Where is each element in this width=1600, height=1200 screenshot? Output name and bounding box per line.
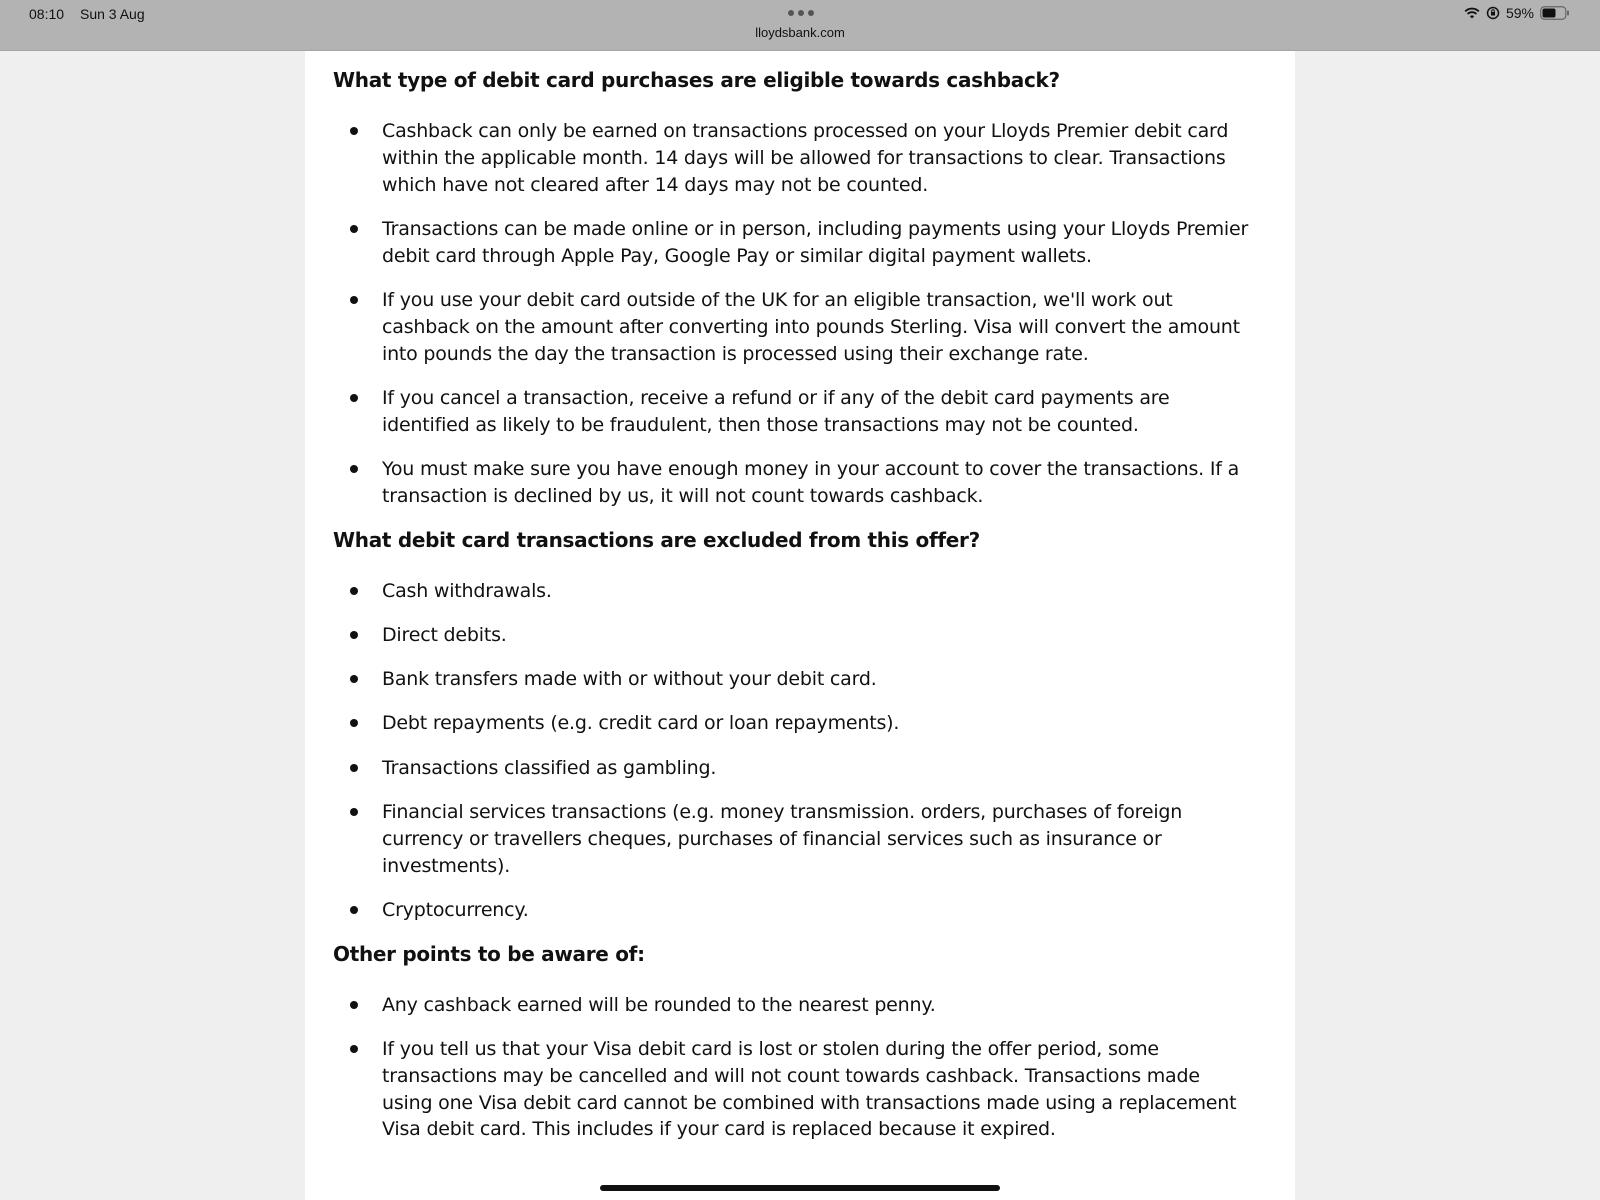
bullet-icon: [350, 631, 358, 639]
list-item: [333, 799, 1253, 879]
status-date: Sun 3 Aug: [80, 6, 145, 22]
excluded-list: [333, 578, 1253, 924]
section-heading-eligible: What type of debit card purchases are eligible towards cashback?: [333, 68, 1060, 92]
list-item: [333, 456, 1253, 510]
rotation-lock-icon: [1486, 6, 1500, 20]
bullet-icon: [350, 465, 358, 473]
list-item: [333, 710, 1253, 737]
bullet-icon: [350, 587, 358, 595]
list-item-text: If you tell us that your Visa debit card is lost or stolen during the offer period, some transactions may be cancelled and will not count towards cashback. Transactions made using one Visa debit card cannot be combined with transactions made using a replacement Visa debit card. This includes if your card is replaced because it expired.: [382, 1038, 1237, 1141]
list-item: [333, 992, 1253, 1019]
list-item: [333, 287, 1253, 367]
address-bar-url[interactable]: lloydsbank.com: [755, 25, 845, 40]
list-item-text: If you use your debit card outside of the UK for an eligible transaction, we'll work out cashback on the amount after converting into pounds Sterling. Visa will convert the amount into pounds the day the transaction is processed using their exchange rate.: [382, 288, 1240, 365]
list-item: [333, 897, 1253, 924]
list-item: [333, 666, 1253, 693]
bullet-icon: [350, 225, 358, 233]
battery-icon: [1540, 6, 1570, 20]
bullet-icon: [350, 127, 358, 135]
list-item-text: Any cashback earned will be rounded to the nearest penny.: [382, 993, 936, 1016]
status-bar: [0, 0, 1600, 51]
bullet-icon: [350, 719, 358, 727]
list-item: [333, 1036, 1253, 1143]
home-indicator[interactable]: [600, 1185, 1000, 1191]
web-page-content: [305, 51, 1295, 1200]
list-item-text: Direct debits.: [382, 623, 507, 646]
list-item-text: Cash withdrawals.: [382, 579, 552, 602]
list-item: [333, 216, 1253, 270]
status-time: 08:10: [29, 6, 65, 22]
bullet-icon: [350, 1001, 358, 1009]
list-item: [333, 118, 1253, 198]
list-item-text: Transactions classified as gambling.: [382, 756, 717, 779]
terms-content: [333, 65, 1253, 1143]
list-item: [333, 622, 1253, 649]
eligible-list: [333, 118, 1253, 510]
list-item: [333, 755, 1253, 782]
bullet-icon: [350, 764, 358, 772]
wifi-icon: [1464, 7, 1480, 19]
list-item-text: Transactions can be made online or in person, including payments using your Lloyds Premier debit card through Apple Pay, Google Pay or similar digital payment wallets.: [382, 217, 1249, 267]
section-heading-excluded: What debit card transactions are excluded from this offer?: [333, 527, 980, 552]
section-heading-other-points: Other points to be aware of:: [333, 941, 645, 966]
list-item-text: Bank transfers made with or without your debit card.: [382, 668, 877, 691]
list-item-text: You must make sure you have enough money in your account to cover the transactions. If a transaction is declined by us, it will not count towards cashback.: [382, 457, 1240, 507]
bullet-icon: [350, 296, 358, 304]
bullet-icon: [350, 675, 358, 683]
list-item-text: Cryptocurrency.: [382, 898, 529, 921]
bullet-icon: [350, 394, 358, 402]
bullet-icon: [350, 808, 358, 816]
list-item-text: Debt repayments (e.g. credit card or loan repayments).: [382, 712, 900, 735]
list-item: [333, 385, 1253, 439]
status-indicators: [1464, 5, 1570, 21]
other-points-list: [333, 992, 1253, 1143]
more-options-icon[interactable]: [788, 10, 814, 16]
list-item: [333, 578, 1253, 605]
bullet-icon: [350, 906, 358, 914]
list-item-text: If you cancel a transaction, receive a refund or if any of the debit card payments are identified as likely to be fraudulent, then those transactions may not be counted.: [382, 386, 1170, 436]
battery-percentage: 59%: [1505, 5, 1534, 21]
list-item-text: Financial services transactions (e.g. money transmission. orders, purchases of foreign currency or travellers cheques, purchases of financial services such as insurance or investments).: [382, 801, 1183, 877]
list-item-text: Cashback can only be earned on transactions processed on your Lloyds Premier debit card within the applicable month. 14 days will be allowed for transactions to clear. Transactions which have not cleared after 14 days may not be counted.: [382, 120, 1229, 196]
bullet-icon: [350, 1045, 358, 1053]
